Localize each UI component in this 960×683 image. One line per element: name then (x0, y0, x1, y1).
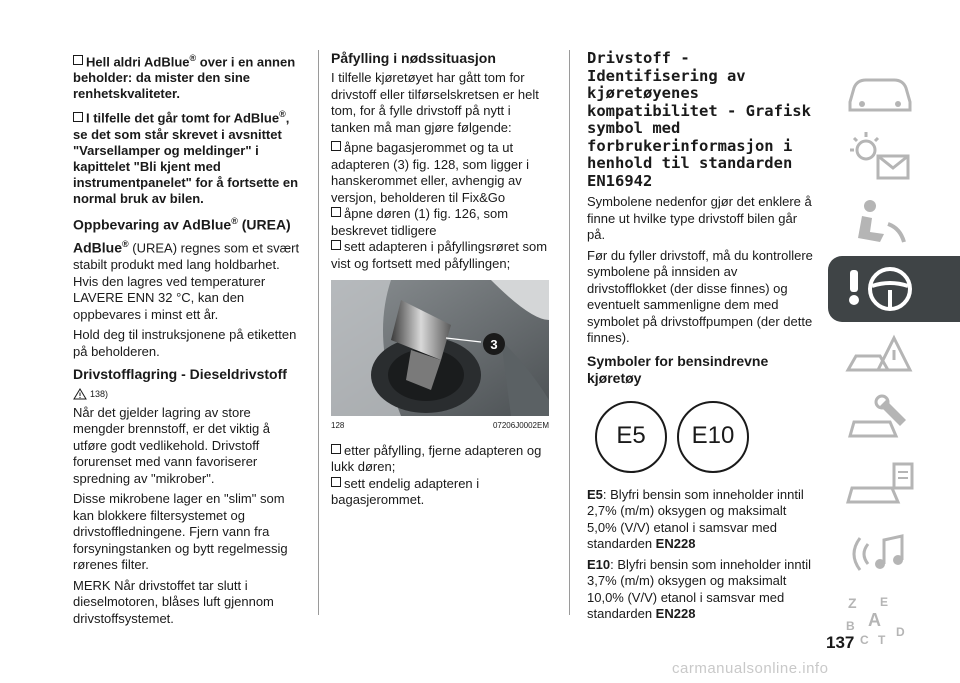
bullet-box-icon (331, 477, 341, 487)
svg-text:Z: Z (848, 595, 857, 611)
diesel-paragraph-2: Disse mikrobene lager en "slim" som kan blokkere filtersystemet og drivstoffledningene. Fjern vann fra forsyningstanken og bytt regelmessig rørenes filter. (73, 491, 288, 573)
roadside-warning-icon (840, 326, 920, 384)
callout-label: 3 (490, 337, 498, 352)
warning-reference: 138) (73, 386, 108, 403)
page-number: 137 (826, 633, 855, 652)
step-4: etter påfylling, fjerne adapteren og lukk døren; (331, 442, 542, 474)
tab-emergency[interactable] (828, 322, 960, 388)
step-1: åpne bagasjerommet og ta ut adapteren (3) fig. 128, som ligger i hanskerommet eller, avhengig av versjon, beholderen til Fix&Go (331, 140, 529, 205)
bullet-box-icon (331, 207, 341, 217)
step-2: åpne døren (1) fig. 126, som beskrevet tidligere (331, 206, 509, 238)
multimedia-icon (840, 524, 920, 582)
fuel-identification-heading: Drivstoff - Identifisering av kjøretøyenes kompatibilitet - Grafisk symbol med forbrukerinformasjon i henhold til standarden EN16942 (587, 49, 811, 190)
step-3: sett adapteren i påfyllingsrøret som vist og fortsett med påfyllingen; (331, 239, 548, 271)
warning-triangle-icon (73, 388, 87, 400)
e10-description: E10: Blyfri bensin som inneholder inntil 3,7% (m/m) oksygen og maksimalt 10,0% (V/V) etanol i samsvar med standarden EN228 (587, 556, 812, 621)
svg-text:E: E (880, 595, 889, 609)
e10-badge: E10 (677, 401, 749, 473)
bullet-box-icon (331, 240, 341, 250)
fuel-paragraph-2: Før du fyller drivstoff, må du kontrollere symbolene på innsiden av drivstofflokket (der disse finnes) og eventuelt sammenligne dem med symbolet på drivstoffpumpen (der dette finnes). (587, 247, 813, 345)
figure-128-photo (331, 280, 549, 416)
svg-text:D: D (896, 625, 905, 639)
svg-text:B: B (846, 619, 855, 633)
e5-badge: E5 (595, 401, 667, 473)
storage-paragraph-2: Hold deg til instruksjonene på etiketten på beholderen. (73, 327, 297, 359)
bullet-box-icon (73, 112, 83, 122)
e5-description: E5: Blyfri bensin som inneholder inntil 2,7% (m/m) oksygen og maksimalt 5,0% (V/V) etanol i samsvar med standarden EN228 (587, 486, 804, 551)
tab-safety[interactable] (828, 190, 960, 256)
bullet-box-icon (331, 444, 341, 454)
tab-specs[interactable] (828, 454, 960, 520)
svg-text:C: C (860, 633, 869, 647)
seat-airbag-icon (840, 194, 920, 252)
svg-text:A: A (868, 610, 881, 630)
svg-text:T: T (878, 633, 886, 647)
figure-number: 128 (331, 421, 345, 430)
note-adblue-empty: I tilfelle det går tomt for AdBlue®, se det som står skrevet i avsnittet "Varsellamper og meldinger" i kapittelet "Bli kjent med instrumentpanelet" for å fortsette en normal bruk av bilen. (73, 109, 299, 206)
column-middle (331, 50, 549, 509)
fuel-paragraph-1: Symbolene nedenfor gjør det enklere å finne ut hvilke type drivstoff bilen går på. (587, 194, 812, 242)
watermark: carmanualsonline.info (672, 660, 829, 677)
diesel-heading: Drivstofflagring - Dieseldrivstoff (73, 366, 287, 383)
petrol-symbols-heading: Symboler for bensindrevne kjøretøy (587, 352, 769, 386)
figure-code: 07206J0002EM (492, 421, 549, 430)
tab-warning-lights[interactable] (828, 124, 960, 190)
bullet-box-icon (73, 55, 83, 65)
emergency-intro: I tilfelle kjøretøyet har gått tom for drivstoff eller tilførselskretsen er helt tom, for å fylle drivstoff på nytt i tanken må man gjøre følgende: (331, 70, 539, 135)
warning-light-icon (840, 128, 920, 186)
storage-paragraph: AdBlue® (UREA) regnes som et svært stabilt produkt med lang holdbarhet. Hvis den lagres ved temperaturer LAVERE ENN 32 °C, kan den oppbevares i minst ett år. (73, 239, 300, 322)
figure-caption (331, 418, 549, 435)
emergency-refuel-heading: Påfylling i nødssituasjon (331, 50, 496, 66)
tab-multimedia[interactable] (828, 520, 960, 586)
diesel-paragraph-3: MERK Når drivstoffet tar slutt i dieselmotoren, blåses luft gjennom drivstoffsystemet. (73, 577, 274, 626)
storage-heading: Oppbevaring av AdBlue® (UREA) (73, 215, 291, 233)
car-icon (840, 62, 920, 120)
diesel-paragraph-1: Når det gjelder lagring av store mengder brennstoff, er det viktig å utføre godt vedlikehold. Drivstoff forurenset med vann favoriserer spredning av "mikrober". (73, 404, 271, 486)
wrench-car-icon (840, 392, 920, 450)
fuel-badges (595, 401, 817, 473)
steering-key-icon (840, 260, 920, 318)
column-left (73, 50, 301, 631)
bullet-box-icon (331, 141, 341, 151)
step-5: sett endelig adapteren i bagasjerommet. (331, 475, 480, 507)
note-adblue-container: Hell aldri AdBlue® over i en annen beholder: da mister den sine renhetskvaliteter. (73, 53, 296, 102)
column-right (587, 50, 817, 627)
car-specs-icon (840, 458, 920, 516)
column-divider (569, 50, 570, 615)
tab-car[interactable] (828, 58, 960, 124)
tab-driving[interactable] (828, 256, 960, 322)
column-divider (318, 50, 319, 615)
tab-maintenance[interactable] (828, 388, 960, 454)
